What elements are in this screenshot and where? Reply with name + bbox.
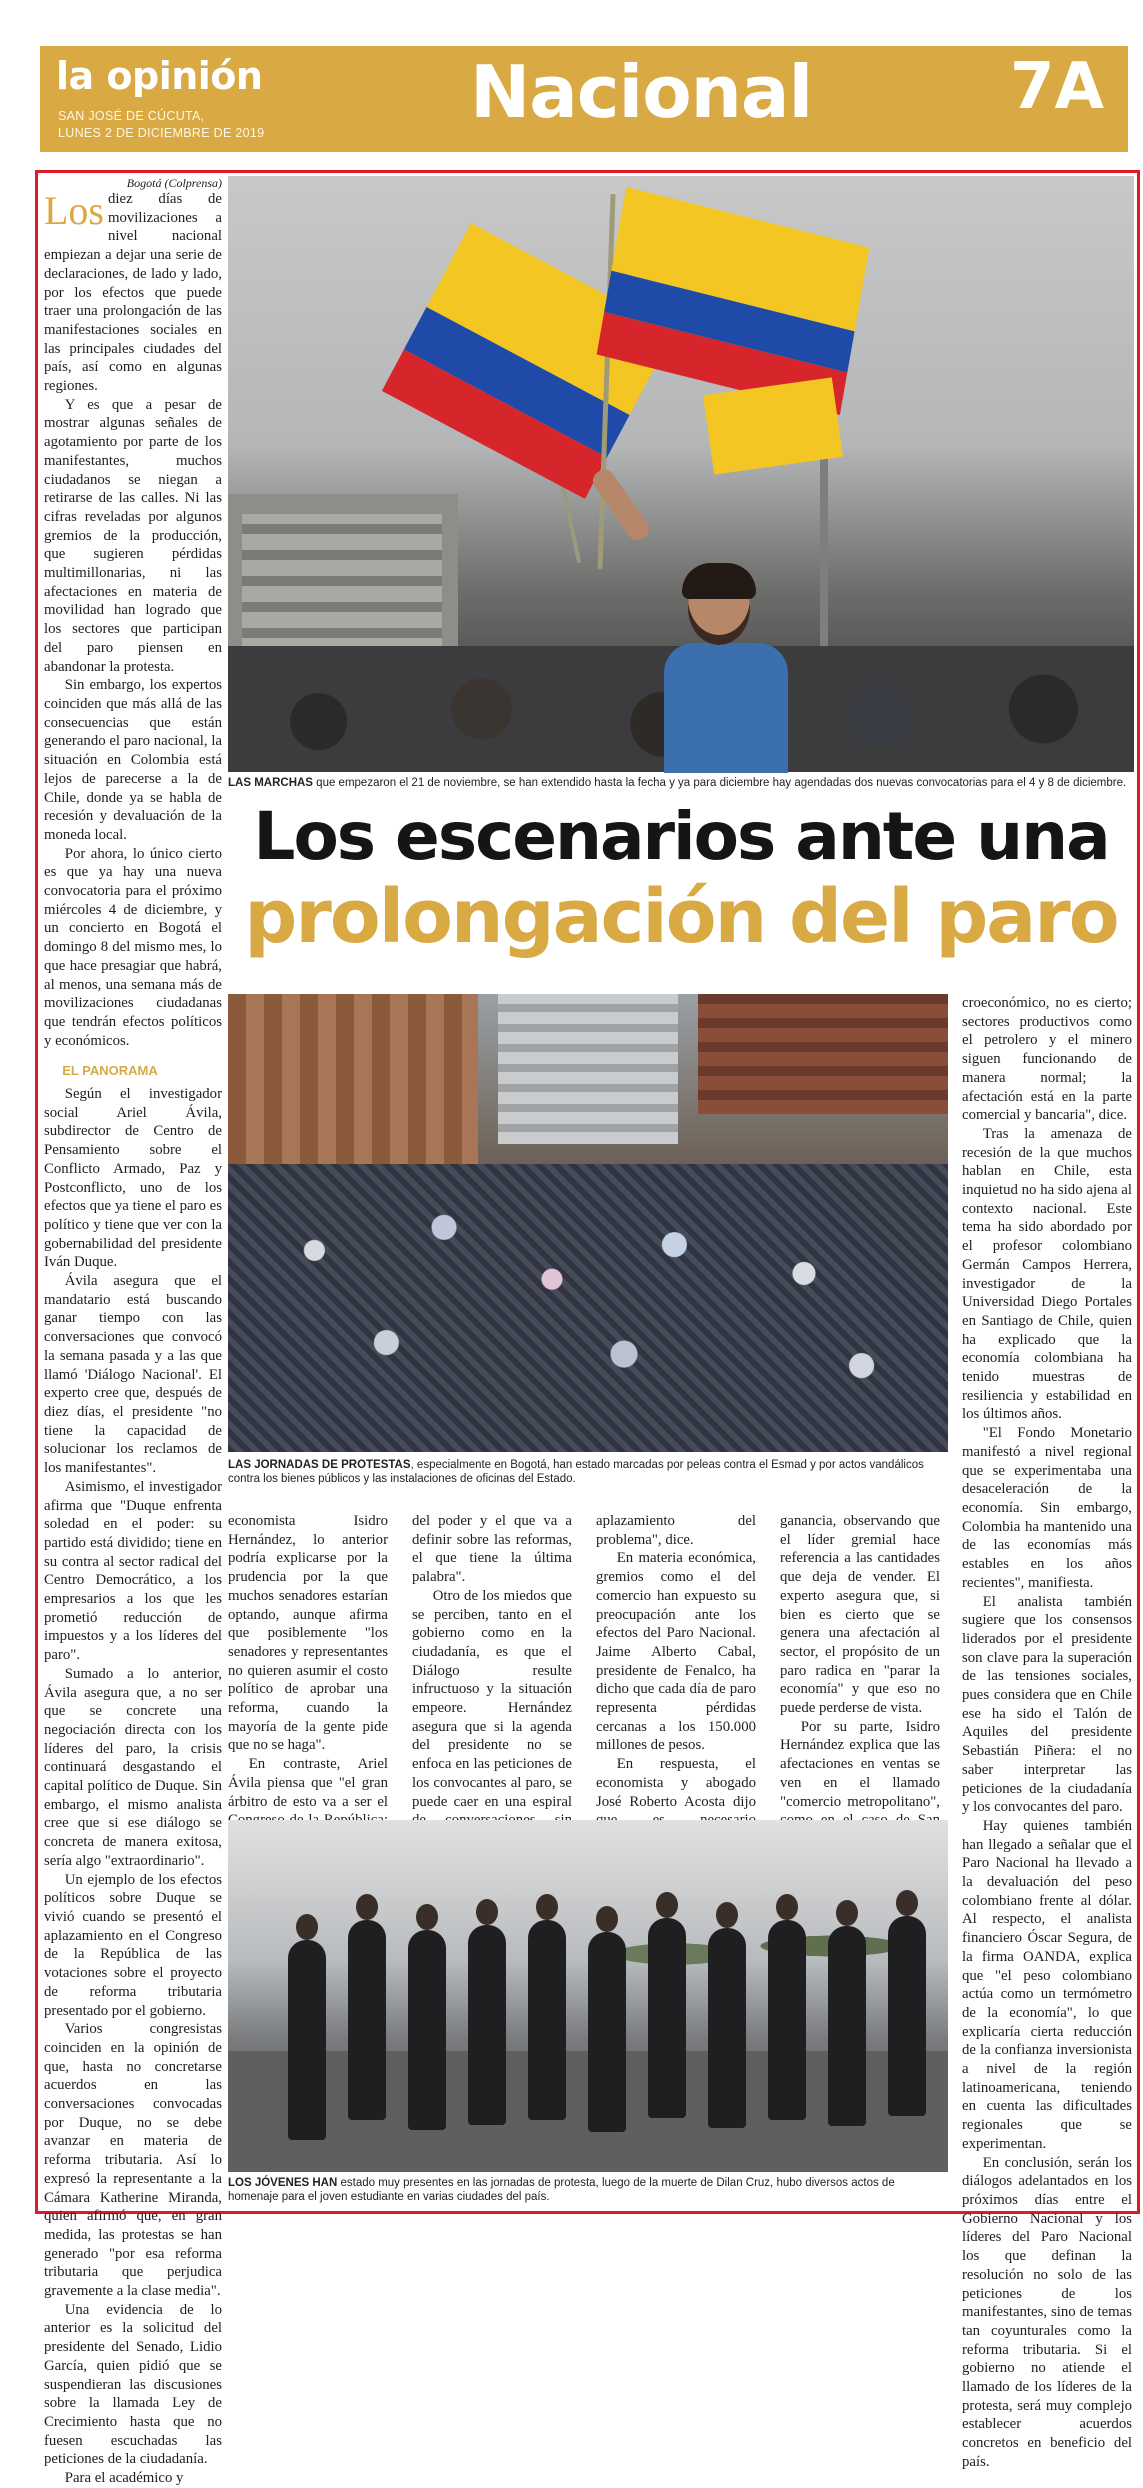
paragraph: aplazamiento del problema", dice. (596, 1513, 756, 1548)
paragraph: Para el académico y (64, 2470, 184, 2487)
photo-jovenes (228, 1820, 948, 2172)
photo-caption: LOS JÓVENES HAN estado muy presentes en las jornadas de protesta, luego de la muerte de Dilan Cruz, hubo diversos actos de homenaje para el joven estudiante en varias ciudades del país. (228, 2177, 895, 2203)
paragraph: En conclusión, serán los diálogos adelantados en los próximos días entre el Gobierno Nacional y los líderes del Paro Nacional los que definan la resolución no solo de las peticiones de los manifestantes, sino de temas tan coyunturales como la reforma tributaria. Si el gobierno no atiende el llamado de los líderes de la protesta, será muy complejo establecer acuerdos concretos en beneficio del país. (962, 2154, 1132, 2470)
photo-protestas (228, 994, 948, 1452)
page-header (40, 46, 1128, 152)
person-figure (288, 1940, 326, 2140)
article-column-left (44, 176, 222, 2487)
person-figure (708, 1928, 746, 2128)
person-figure (768, 1920, 806, 2120)
paragraph: ganancia, observando que el líder gremial hace referencia a las cantidades que deja de vender. El experto asegura que, si bien es cierto que se genera una afectación al sector, el propósito de un paro radica en "parar la economía" y que eso no puede perderse de vista. (780, 1513, 940, 1717)
paragraph: del poder y el que va a definir sobre las reformas, el que tiene la última palabra". (412, 1513, 572, 1586)
building-illustration (498, 994, 678, 1144)
article-column-mid (412, 1512, 572, 1814)
paragraph: "El Fondo Monetario manifestó a nivel regional que se experimentaba una desaceleración de la economía. Sin embargo, Colombia ha mantenido una de las economías más estables en los años recientes", manifiesta. (962, 1425, 1132, 1591)
page-number: 7A (1009, 50, 1104, 124)
paragraph: Por su parte, Isidro Hernández explica que las afectaciones en ventas se ven en el llamado "comercio metropolitano", (780, 1718, 940, 1810)
paragraph: Según el investigador social Ariel Ávila, subdirector de Centro de Pensamiento sobre el Conflicto Armado, Paz y Postconflicto, uno de los efectos que ya tiene el paro es político y tiene que ver con la gobernabilidad del presidente Iván Duque. (44, 1086, 222, 1271)
person-figure (528, 1920, 566, 2120)
photo-caption: LAS MARCHAS que empezaron el 21 de noviembre, se han extendido hasta la fecha y ya para diciembre hay agendadas dos nuevas convocatorias para el 4 y 8 de diciembre. (228, 777, 1127, 789)
paragraph: En contraste, Ariel Ávila piensa que "el gran árbitro de esto va a ser el (228, 1756, 388, 1810)
article-column-mid (228, 1512, 388, 1814)
paragraph: Varios congresistas coinciden en la opinión de que, hasta no concretarse acuerdos en las conversaciones convocadas por Duque, no se debe avanzar en materia de reforma tributaria. Así lo expresó la representante a la Cámara Katherine Miranda, quien afirmó que, en gran medida, las protestas se han generado "por esa reforma tributaria que perjudica gravemente a la clase media". (44, 2021, 222, 2300)
building-illustration (698, 994, 948, 1114)
person-figure (468, 1925, 506, 2125)
paragraph: En materia económica, gremios como el del comercio han expuesto su preocupación ante los efectos del Paro Nacional. Jaime Alberto Cabal, presidente de Fenalco, ha dicho que cada día de paro representa pérdidas cercanas a los 150.000 millones de pesos. (596, 1550, 756, 1754)
person-figure (888, 1916, 926, 2116)
paragraph: En respuesta, el economista y abogado José Roberto Acosta dijo (596, 1756, 756, 1810)
headline-accent: prolongación del paro (244, 874, 1118, 960)
person-figure (828, 1926, 866, 2126)
edition-date: LUNES 2 DE DICIEMBRE DE 2019 (58, 126, 265, 140)
paragraph: Una evidencia de lo anterior es la solicitud del presidente del Senado, Lidio García, quien pidió que se suspendieran las discusiones sobre la llamada Ley de Crecimiento hasta que no fuesen escuchadas las peticiones de la ciudadanía. (44, 2301, 222, 2468)
person-figure (408, 1930, 446, 2130)
paragraph: diez días de movilizaciones a nivel nacional empiezan a dejar una serie de declaraciones, de lado y lado, por los efectos que puede traer una prolongación de las manifestaciones sociales en las principales ciudades del país, así como en algunas regiones. (44, 191, 222, 395)
protester (658, 571, 788, 772)
person-figure (648, 1918, 686, 2118)
edition-location: SAN JOSÉ DE CÚCUTA, (58, 109, 205, 123)
paragraph: Por ahora, lo único cierto es que ya hay una nueva convocatoria para el próximo miércoles 4 de diciembre, y un concierto en Bogotá el domingo 8 del mismo mes, lo que hace presagiar que habrá, al menos, una semana más de movilizaciones ciudadanas que tendrán efectos políticos y económicos. (44, 845, 222, 1049)
dateline: Bogotá (Colprensa) (126, 176, 222, 190)
paragraph: Hay quienes también han llegado a señalar que el Paro Nacional ha llevado a la devaluación del peso colombiano frente al dólar. Al respecto, el analista financiero Óscar Segura, de la firma OANDA, explica que "el peso colombiano actúa como un termómetro de la economía", lo que explicaría cierta reducción de la confianza inversionista a nivel de la región latinoamericana, teniendo en cuenta las dificultades regionales que se experimentan. (962, 1817, 1132, 2152)
paragraph: El analista también sugiere que los consensos liderados por el presidente son clave para la superación de las tensiones sociales, pues considera que en Chile ese ha sido el Talón de Aquiles del presidente Sebastián Piñera: el no saber interpretar las peticiones de la ciudadanía y los convocantes del paro. (962, 1593, 1132, 1816)
photo-caption: LAS JORNADAS DE PROTESTAS, especialmente en Bogotá, han estado marcadas por peleas contra el Esmad y por actos vandálicos contra los bienes públicos y las instalaciones de oficinas del Estado. (228, 1459, 924, 1485)
paragraph: economista Isidro Hernández, lo anterior podría explicarse por la prudencia por la que muchos senadores estarían optando, aunque afirma que posiblemente "los senadores y representantes no quieren asumir el costo político de aprobar una reforma, cuando la mayoría de la gente pide que no se haga". (228, 1513, 388, 1754)
article-column-mid (780, 1512, 940, 1814)
headline: Los escenarios ante una (253, 798, 1109, 875)
paragraph: Sin embargo, los expertos coinciden que más allá de las consecuencias que están generando el paro nacional, la situación en Colombia está lejos de parecerse a la de Chile, donde ya se habla de recesión y devaluación de la moneda local. (44, 677, 222, 843)
paragraph: Asimismo, el investigador afirma que "Duque enfrenta soledad en el poder: su partido está dividido; tiene en su contra al sector radical del Centro Democrático, a los empresarios a los que les prometió reducción de impuestos y a los líderes del paro". (44, 1478, 222, 1664)
crowd-umbrellas (228, 1164, 948, 1452)
paragraph: croeconómico, no es cierto; sectores productivos como el petrolero y el minero siguen funcionando de manera normal; la afectación está en la parte comercial y bancaria", dice. (962, 995, 1132, 1124)
section-title: Nacional (470, 50, 813, 134)
photo-marchas (228, 176, 1134, 772)
person-figure (348, 1920, 386, 2120)
newspaper-logo: la opinión (56, 54, 263, 98)
article-column-mid (596, 1512, 756, 1814)
person-figure (588, 1932, 626, 2132)
paragraph: Un ejemplo de los efectos políticos sobre Duque se vivió cuando se presentó el aplazamiento en el Congreso de la República de las votaciones sobre el proyecto de reforma tributaria presentado por el gobierno. (44, 1871, 222, 2019)
paragraph: Y es que a pesar de mostrar algunas señales de agotamiento por parte de los manifestantes, muchos ciudadanos se niegan a retirarse de las calles. Ni las cifras reveladas por algunos gremios de la producción, que sugieren pérdidas multimillonarias, ni las afectaciones en materia de movilidad han logrado que los sectores que participan del paro piensen en abandonar la protesta. (44, 396, 222, 675)
subhead: EL PANORAMA (62, 1063, 158, 1079)
paragraph: Sumado a lo anterior, Ávila asegura que, a no ser que se concrete una negociación directa con los líderes del paro, la crisis continuará desgastando el capital político de Duque. Sin embargo, el mismo analista cree que si ese diálogo se concreta de manera exitosa, sería algo "extraordinario". (44, 1665, 222, 1869)
paragraph: Ávila asegura que el mandatario está buscando ganar tiempo con las conversaciones que convocó la semana pasada y a las que llamó 'Diálogo Nacional'. El experto cree que, después de diez días, el presidente "no tiene la capacidad de solucionar los reclamos de los manifestantes". (44, 1273, 222, 1477)
paragraph: Tras la amenaza de recesión de la que muchos hablan en Chile, esta inquietud no ha sido ajena al contexto nacional. Este tema ha sido abordado por el profesor colombiano Germán Campos Herrera, investigador de la Universidad Diego Portales en Santiago de Chile, quien ha explicado que la economía colombiana ha tenido muestras de resiliencia y estabilidad en los últimos años. (962, 1125, 1132, 1423)
drop-cap: Los (44, 188, 104, 233)
building-illustration (228, 994, 478, 1164)
paragraph: Otro de los miedos que se perciben, tanto en el gobierno como en la ciudadanía, es que el Diálogo resulte infructuoso y la situación empeore. Hernández asegura que si la agenda del presidente no se enfoca en las peticiones de los convocantes al paro, se puede caer en una espiral (412, 1587, 572, 1810)
article-column-right (962, 994, 1132, 2470)
